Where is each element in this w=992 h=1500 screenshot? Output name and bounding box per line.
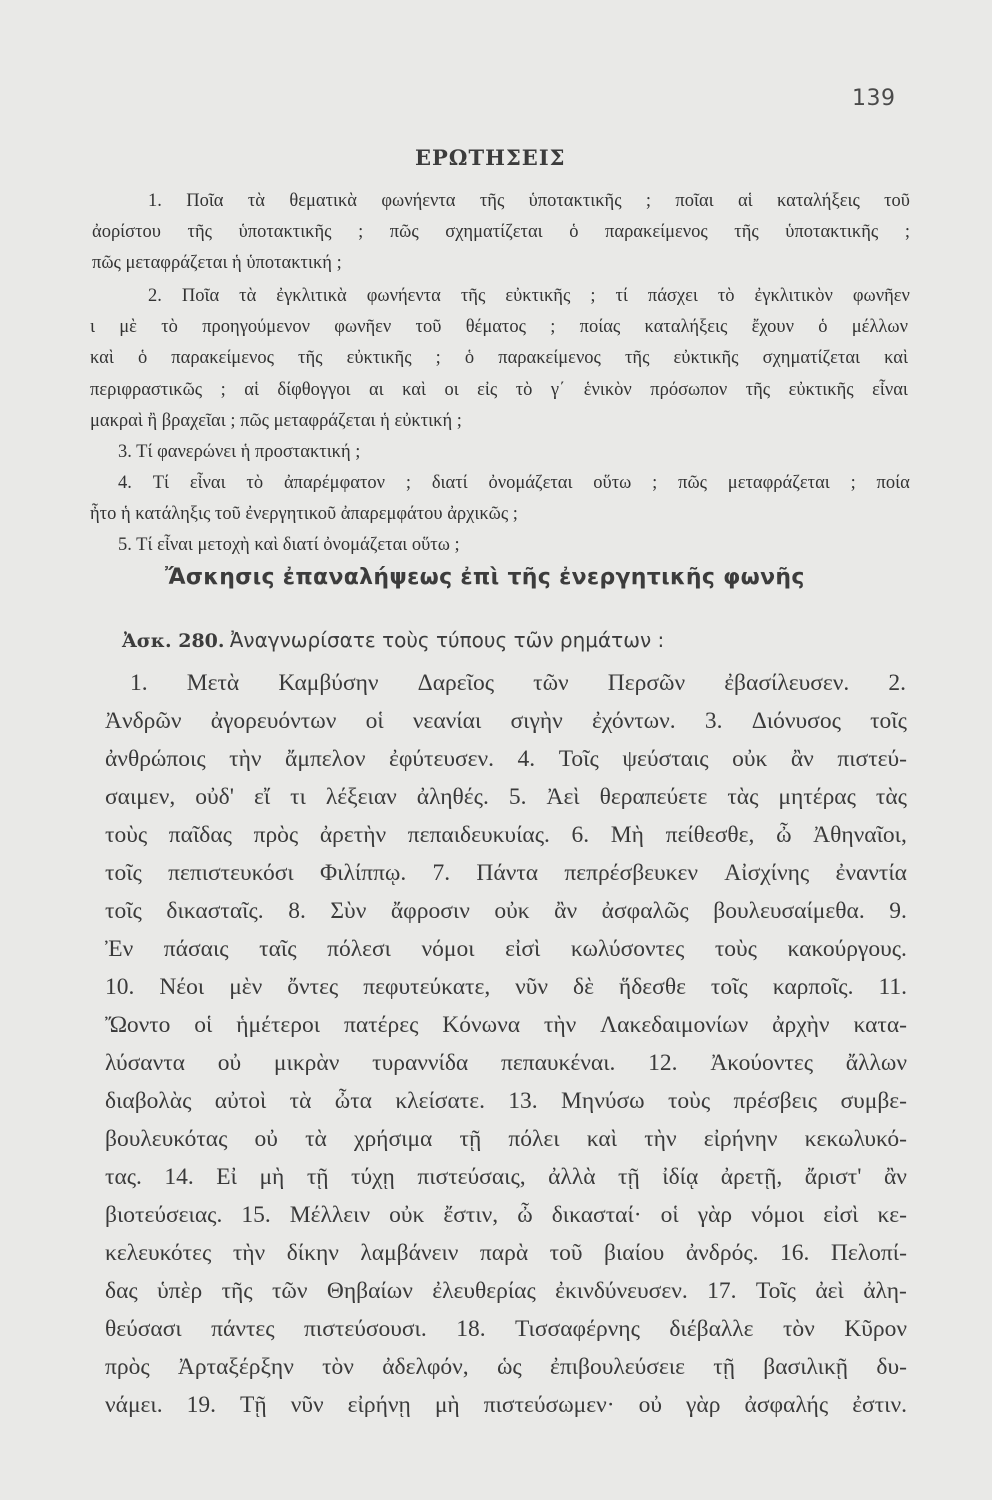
exercise-line: δας ὑπὲρ τῆς τῶν Θηβαίων ἐλευθερίας ἐκινδύνευσεν. 17. Τοῖς ἀεὶ ἀλη-: [105, 1278, 907, 1304]
question-line: 1. Ποῖα τὰ θεματικὰ φωνήεντα τῆς ὑποτακτικῆς ; ποῖαι αἱ καταλήξεις τοῦ: [148, 191, 910, 211]
question-line: 5. Τί εἶναι μετοχὴ καὶ διατί ὀνομάζεται οὕτω ;: [118, 535, 460, 555]
exercise-instruction: Ἀναγνωρίσατε τοὺς τύπους τῶν ρημάτων :: [229, 628, 665, 652]
exercise-label: Ἀσκ. 280.: [122, 630, 225, 652]
question-line: πῶς μεταφράζεται ἡ ὑποτακτική ;: [92, 253, 342, 273]
question-line: περιφραστικῶς ; αἱ δίφθογγοι αι καὶ οι εἰς τὸ γ΄ ἑνικὸν πρόσωπον τῆς εὐκτικῆς εἶναι: [90, 380, 908, 400]
exercise-line: νάμει. 19. Τῇ νῦν εἰρήνῃ μὴ πιστεύσωμεν· οὐ γὰρ ἀσφαλής ἐστιν.: [105, 1392, 907, 1418]
exercise-line: 1. Μετὰ Καμβύσην Δαρεῖος τῶν Περσῶν ἐβασίλευσεν. 2.: [130, 670, 906, 696]
exercise-line: τοῖς δικασταῖς. 8. Σὺν ἄφροσιν οὐκ ἂν ἀσφαλῶς βουλευσαίμεθα. 9.: [105, 898, 907, 924]
exercise-line: Ὤοντο οἱ ἡμέτεροι πατέρες Κόνωνα τὴν Λακεδαιμονίων ἀρχὴν κατα-: [105, 1012, 907, 1038]
exercise-line: 10. Νέοι μὲν ὄντες πεφυτεύκατε, νῦν δὲ ἥδεσθε τοῖς καρποῖς. 11.: [105, 974, 907, 1000]
exercise-line: Ἐν πάσαις ταῖς πόλεσι νόμοι εἰσὶ κωλύσοντες τοὺς κακούργους.: [105, 936, 907, 962]
exercise-header: [122, 628, 664, 653]
exercise-line: σαιμεν, οὐδ' εἴ τι λέξειαν ἀληθές. 5. Ἀεὶ θεραπεύετε τὰς μητέρας τὰς: [105, 784, 907, 810]
question-line: ι μὲ τὸ προηγούμενον φωνῆεν τοῦ θέματος ; ποίας καταλήξεις ἔχουν ὁ μέλλων: [90, 317, 908, 337]
exercise-line: διαβολὰς αὐτοὶ τὰ ὦτα κλείσατε. 13. Μηνύσω τοὺς πρέσβεις συμβε-: [105, 1088, 907, 1114]
question-line: ἦτο ἡ κατάληξις τοῦ ἐνεργητικοῦ ἀπαρεμφάτου ἀρχικῶς ;: [90, 504, 518, 524]
exercise-line: τας. 14. Εἰ μὴ τῇ τύχῃ πιστεύσαις, ἀλλὰ τῇ ἰδίᾳ ἀρετῇ, ἄριστ' ἂν: [105, 1164, 907, 1190]
exercise-line: τοῖς πεπιστευκόσι Φιλίππῳ. 7. Πάντα πεπρέσβευκεν Αἰσχίνης ἐναντία: [105, 860, 907, 886]
question-line: καὶ ὁ παρακείμενος τῆς εὐκτικῆς ; ὁ παρακείμενος τῆς εὐκτικῆς σχηματίζεται καὶ: [90, 348, 908, 368]
exercise-line: ἀνθρώποις τὴν ἄμπελον ἐφύτευσεν. 4. Τοῖς ψεύσταις οὐκ ἂν πιστεύ-: [105, 746, 907, 772]
exercise-line: βουλευκότας οὐ τὰ χρήσιμα τῇ πόλει καὶ τὴν εἰρήνην κεκωλυκό-: [105, 1126, 907, 1152]
question-line: 4. Τί εἶναι τὸ ἀπαρέμφατον ; διατί ὀνομάζεται οὕτω ; πῶς μεταφράζεται ; ποία: [118, 473, 910, 493]
question-line: 2. Ποῖα τὰ ἐγκλιτικὰ φωνήεντα τῆς εὐκτικῆς ; τί πάσχει τὸ ἐγκλιτικὸν φωνῆεν: [148, 286, 910, 306]
exercise-line: βιοτεύσειας. 15. Μέλλειν οὐκ ἔστιν, ὦ δικασταί· οἱ γὰρ νόμοι εἰσὶ κε-: [105, 1202, 907, 1228]
question-line: μακραὶ ἢ βραχεῖαι ; πῶς μεταφράζεται ἡ εὐκτική ;: [90, 411, 462, 431]
exercise-line: κελευκότες τὴν δίκην λαμβάνειν παρὰ τοῦ βιαίου ἀνδρός. 16. Πελοπί-: [105, 1240, 907, 1266]
page-number: 139: [852, 86, 896, 111]
exercise-section-heading: Ἄσκησις ἐπαναλήψεως ἐπὶ τῆς ἐνεργητικῆς φωνῆς: [165, 565, 805, 590]
exercise-line: θεύσασι πάντες πιστεύσουσι. 18. Τισσαφέρνης διέβαλλε τὸν Κῦρον: [105, 1316, 907, 1342]
questions-heading: ΕΡΩΤΗΣΕΙΣ: [415, 145, 566, 170]
exercise-line: λύσαντα οὐ μικρὰν τυραννίδα πεπαυκέναι. 12. Ἀκούοντες ἄλλων: [105, 1050, 907, 1076]
exercise-line: τοὺς παῖδας πρὸς ἀρετὴν πεπαιδευκυίας. 6. Μὴ πείθεσθε, ὦ Ἀθηναῖοι,: [105, 822, 907, 848]
exercise-line: Ἀνδρῶν ἀγορευόντων οἱ νεανίαι σιγὴν ἐχόντων. 3. Διόνυσος τοῖς: [105, 708, 907, 734]
exercise-line: πρὸς Ἀρταξέρξην τὸν ἀδελφόν, ὡς ἐπιβουλεύσειε τῇ βασιλικῇ δυ-: [105, 1354, 907, 1380]
question-line: 3. Τί φανερώνει ἡ προστακτική ;: [118, 442, 361, 462]
question-line: ἀορίστου τῆς ὑποτακτικῆς ; πῶς σχηματίζεται ὁ παρακείμενος τῆς ὑποτακτικῆς ;: [92, 222, 910, 242]
